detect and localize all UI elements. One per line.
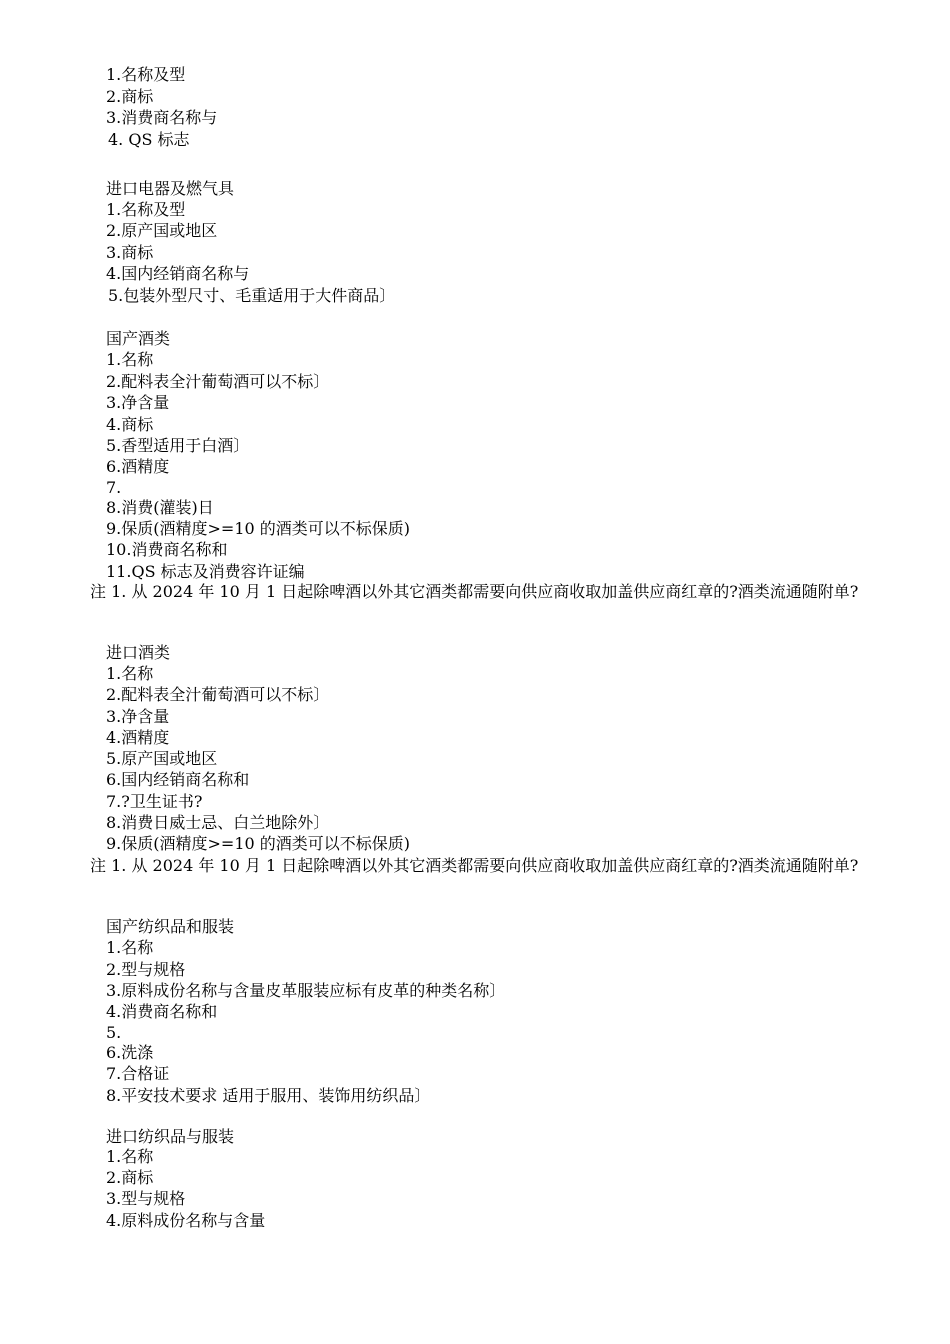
- list-item: 1.名称: [106, 1147, 154, 1166]
- list-item: 7.?卫生证书?: [106, 792, 203, 811]
- section-heading: 国产酒类: [106, 329, 171, 348]
- list-item: 2.商标: [106, 1168, 154, 1187]
- list-item: 3.净含量: [106, 393, 170, 412]
- list-item: 2.商标: [106, 87, 154, 106]
- list-item: 2.配料表全汁葡萄酒可以不标〕: [106, 372, 330, 391]
- list-item: 7.: [106, 478, 122, 497]
- list-item: 1.名称及型: [106, 65, 186, 84]
- list-item: 3.净含量: [106, 707, 170, 726]
- list-item: 7.合格证: [106, 1064, 170, 1083]
- list-item: 3.原料成份名称与含量皮革服装应标有皮革的种类名称〕: [106, 981, 506, 1000]
- list-item: 5.原产国或地区: [106, 749, 218, 768]
- list-item: 11.QS 标志及消费容许证编: [106, 562, 305, 581]
- list-item: 1.名称: [106, 350, 154, 369]
- list-item: 6.洗涤: [106, 1043, 154, 1062]
- note-text: 注 1. 从 2024 年 10 月 1 日起除啤酒以外其它酒类都需要向供应商收取加盖供应商红章的?酒类流通随附单?: [90, 856, 859, 875]
- list-item: 9.保质(酒精度>=10 的酒类可以不标保质): [106, 519, 411, 538]
- section-heading: 国产纺织品和服装: [106, 917, 235, 936]
- list-item: 4.消费商名称和: [106, 1002, 218, 1021]
- list-item: 8.平安技术要求 适用于服用、装饰用纺织品〕: [106, 1086, 431, 1105]
- list-item: 3.消费商名称与: [106, 108, 218, 127]
- list-item: 4. QS 标志: [108, 130, 190, 149]
- note-text: 注 1. 从 2024 年 10 月 1 日起除啤酒以外其它酒类都需要向供应商收取加盖供应商红章的?酒类流通随附单?: [90, 582, 859, 601]
- list-item: 2.原产国或地区: [106, 221, 218, 240]
- section-heading: 进口纺织品与服装: [106, 1127, 235, 1146]
- list-item: 6.酒精度: [106, 457, 170, 476]
- list-item: 5.: [106, 1023, 122, 1042]
- list-item: 9.保质(酒精度>=10 的酒类可以不标保质): [106, 834, 411, 853]
- section-heading: 进口酒类: [106, 643, 171, 662]
- list-item: 3.商标: [106, 243, 154, 262]
- list-item: 3.型与规格: [106, 1189, 186, 1208]
- section-heading: 进口电器及燃气具: [106, 179, 235, 198]
- list-item: 6.国内经销商名称和: [106, 770, 250, 789]
- list-item: 4.原料成份名称与含量: [106, 1211, 266, 1230]
- list-item: 5.香型适用于白酒〕: [106, 436, 250, 455]
- list-item: 4.酒精度: [106, 728, 170, 747]
- list-item: 5.包装外型尺寸、毛重适用于大件商品〕: [108, 286, 396, 305]
- list-item: 2.型与规格: [106, 960, 186, 979]
- list-item: 1.名称: [106, 664, 154, 683]
- list-item: 1.名称及型: [106, 200, 186, 219]
- list-item: 8.消费(灌装)日: [106, 498, 214, 517]
- list-item: 8.消费日威士忌、白兰地除外〕: [106, 813, 330, 832]
- list-item: 10.消费商名称和: [106, 540, 228, 559]
- list-item: 4.商标: [106, 415, 154, 434]
- list-item: 1.名称: [106, 938, 154, 957]
- list-item: 4.国内经销商名称与: [106, 264, 250, 283]
- list-item: 2.配料表全汁葡萄酒可以不标〕: [106, 685, 330, 704]
